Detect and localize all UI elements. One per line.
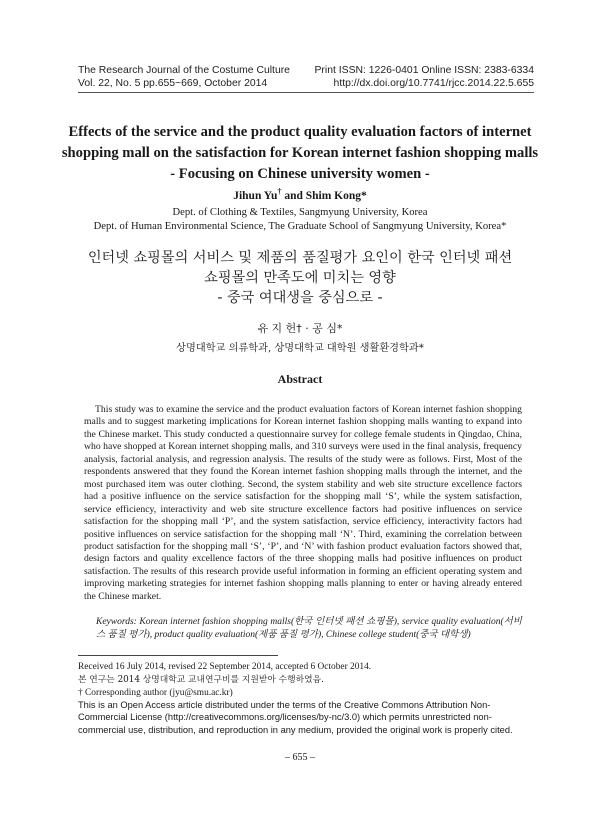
author-1: Jihun Yu xyxy=(233,189,278,202)
korean-authors: 유 지 헌† · 공 심* xyxy=(257,322,343,335)
header-divider xyxy=(78,92,534,93)
affiliation-1: Dept. of Clothing & Textiles, Sangmyung University, Korea xyxy=(172,207,428,218)
affiliation-2: Dept. of Human Environmental Science, The Graduate School of Sangmyung University, Korea* xyxy=(93,221,507,232)
author-2: Shim Kong* xyxy=(305,189,367,202)
volume-info: Vol. 22, No. 5 pp.655~669, October 2014 xyxy=(78,78,268,89)
korean-title-line-2: 쇼핑몰의 만족도에 미치는 영향 xyxy=(204,270,396,286)
page-number: – 655 – xyxy=(285,752,315,763)
corresponding-mark: † xyxy=(277,187,282,196)
license-note: This is an Open Access article distributed under the terms of the Creative Commons Attribution Non-Commercial License (http://creativecommons.org/licenses/by-nc/3.0) which permits unrestricted non-commercial use, distribution, and reproduction in any medium, provided the original work is properly cited. xyxy=(78,700,513,735)
corresponding-author: † Corresponding author (jyu@smu.ac.kr) xyxy=(78,688,233,698)
keywords: Keywords: Korean internet fashion shopping malls(한국 인터넷 패션 쇼핑몰), service quality evaluation(서비스 품질 평가), product quality evaluation(제품 품질 평가), Chinese college student(중국 대학생) xyxy=(96,617,522,640)
korean-title-line-3: - 중국 여대생을 중심으로 - xyxy=(217,290,383,306)
doi-link[interactable]: http://dx.doi.org/10.7741/rjcc.2014.22.5.655 xyxy=(333,78,534,89)
paper-title xyxy=(60,122,540,185)
korean-title-line-1: 인터넷 쇼핑몰의 서비스 및 제품의 품질평가 요인이 한국 인터넷 패션 xyxy=(87,250,513,266)
journal-name: The Research Journal of the Costume Culture xyxy=(78,65,290,76)
author-list xyxy=(60,187,540,202)
funding-note: 본 연구는 2014 상명대학교 교내연구비를 지원받아 수행하였음. xyxy=(78,675,324,685)
author-connector: and xyxy=(281,189,306,202)
journal-header-right xyxy=(315,64,535,90)
issn: Print ISSN: 1226-0401 Online ISSN: 2383-6334 xyxy=(314,65,534,76)
korean-title xyxy=(60,248,540,308)
abstract-heading: Abstract xyxy=(277,372,323,386)
title-line-2: shopping mall on the satisfaction for Korean internet fashion shopping malls xyxy=(61,145,539,161)
journal-header-left xyxy=(78,64,290,90)
abstract-body: This study was to examine the service and the product evaluation factors of Korean internet fashion shopping malls and to suggest marketing implications for Korean internet fashion shopping malls wanting to expand into the Chinese market. This study conducted a questionnaire survey for college female students in Qingdao, China, who have shopped at Korean internet shopping malls, and 310 surveys were used in the final analysis, frequency analysis, factorial analysis, and regression analysis. The results of the study were as follows. First, Most of the respondents answered that they found the Korean internet fashion shopping malls through the internet, and the most purchased item was outer clothing. Second, the system stability and web site structure excellence factors had a positive influence on the service satisfaction for the shopping mall ‘S’, while the system satisfaction, service efficiency, interactivity and web site structure excellence factors had positive influences on service satisfaction for the shopping mall ‘P’, and the system satisfaction, service efficiency, interactivity factors had positive influences on service satisfaction for the shopping mall ‘N’. Third, examining the correlation between product satisfaction for the shopping mall ‘S’, ‘P’, and ‘N’ with fashion product evaluation factors showed that, design factors and quality excellence factors of the three shopping malls had positive influences on product satisfaction. The results of this research provide useful information in forming an efficient operating system and improving marketing strategies for internet fashion shopping malls planning to enter or having already entered the Chinese market. xyxy=(84,404,522,602)
footnote-divider xyxy=(78,655,278,656)
received-dates: Received 16 July 2014, revised 22 September 2014, accepted 6 October 2014. xyxy=(78,662,372,672)
title-line-1: Effects of the service and the product quality evaluation factors of internet xyxy=(68,124,532,140)
title-line-3: - Focusing on Chinese university women - xyxy=(170,166,430,182)
korean-affiliation: 상명대학교 의류학과, 상명대학교 대학원 생활환경학과* xyxy=(176,343,424,354)
